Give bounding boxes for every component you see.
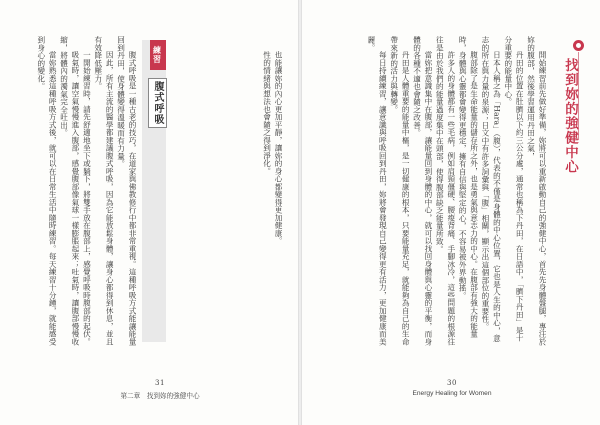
exercise-paragraph: 當妳熟悉這種呼吸方式後，就可以在日常生活中隨時練習。每天練習十分鐘，就能感受到身心的變化。 xyxy=(36,36,58,346)
exercise-paragraph: 因此，所有主流的醫學都建議腹式呼吸，因為它能放鬆身體，讓身心都得到休息，並且有效降低壓力。 xyxy=(93,36,115,346)
right-paragraph: 腹部除了是生命能量的儲存所之外，也是勇氣與意志力的中心。在腹部有強大的能量時，身體與心靈都會變得更穩定，擁有自信與堅定的心，不容易被外界動搖。 xyxy=(458,36,479,338)
right-footer xyxy=(382,379,522,397)
section-heading: 找到妳的強健中心 xyxy=(562,58,578,174)
left-page-body xyxy=(172,36,284,348)
exercise-paragraph: 吸氣時，讓空氣慢慢進入腹部，感覺腹部像氣球一樣膨脹起來；吐氣時，讓腹部慢慢收縮，將體內的濁氣完全吐出。 xyxy=(59,36,80,346)
chapter-title: 第二章 找到妳的強健中心 xyxy=(120,393,200,400)
exercise-body xyxy=(14,36,138,348)
heading-flower-icon xyxy=(573,40,584,51)
right-paragraph: 丹田是人體重要的能量中樞，是一切健康的根本，只要能量充足，就能夠為自己的生命帶來新的活力與轉變。 xyxy=(389,36,411,346)
right-paragraph: 丹田的位置在肚臍以下約三公分處，通常也稱為下丹田，在日語中，「臍下丹田」是十分重要的能量中心。 xyxy=(503,36,525,342)
right-page xyxy=(302,0,600,425)
left-paragraph: 性的情緒與想法也會隨之得到淨化。 xyxy=(262,51,272,176)
right-paragraph: 日本人稱之為「Hara」（腹），代表的不僅是身體的中心位置，它也是人生的中心，意志的所在與力量的泉源；日文中有許多詞彙與「腹」相關，顯示出這個部位的重要性。 xyxy=(480,36,502,343)
exercise-paragraph: 一開始練習時，請先舒適地坐下或躺下，將雙手放在腹部上，感覺呼吸時腹部的起伏。 xyxy=(82,51,92,346)
left-paragraph: 也能讓妳的內心更加平靜，讓妳的身心都變得更加健康。 xyxy=(274,51,283,245)
right-paragraph: 許多人的身體都有一些毛病，例如肩頸僵硬、腰痠背痛、手腳冰冷，這些問題的根源往往是由於我們的能量過度集中在頭部，使得腹部缺乏能量所致。 xyxy=(435,36,456,346)
right-paragraph: 當妳把意識集中在腹部，讓能量回到身體的中心，就可以找回身體與心靈的平衡，而身體的各種不適也會隨之改善。 xyxy=(412,36,433,346)
left-page xyxy=(0,0,298,425)
page-number: 30 xyxy=(447,379,457,387)
page-number: 31 xyxy=(155,379,165,387)
book-title: Energy Healing for Women xyxy=(412,390,492,397)
right-paragraph: 開始練習前先做好準備，妳將可以重新啟動自己的強健中心，首先先身體盤腿，專注於妳的腹部，然後學習運用丹田之氣， xyxy=(526,36,547,346)
exercise-label-badge: 練習 xyxy=(150,40,166,70)
right-page-body xyxy=(316,36,548,348)
exercise-paragraph: 腹式呼吸是一種古老的技巧，在道家與佛教修行中都非常重視。這種呼吸方式能讓能量回到丹田，使身體變得溫暖而有力量。 xyxy=(116,36,137,346)
left-footer xyxy=(90,379,230,400)
exercise-title: 腹式呼吸 xyxy=(148,78,167,128)
right-paragraph: 每日持續練習，讓意識與呼吸回到丹田，妳將會發現自己變得更有活力，更加健康而美麗。 xyxy=(366,36,388,346)
